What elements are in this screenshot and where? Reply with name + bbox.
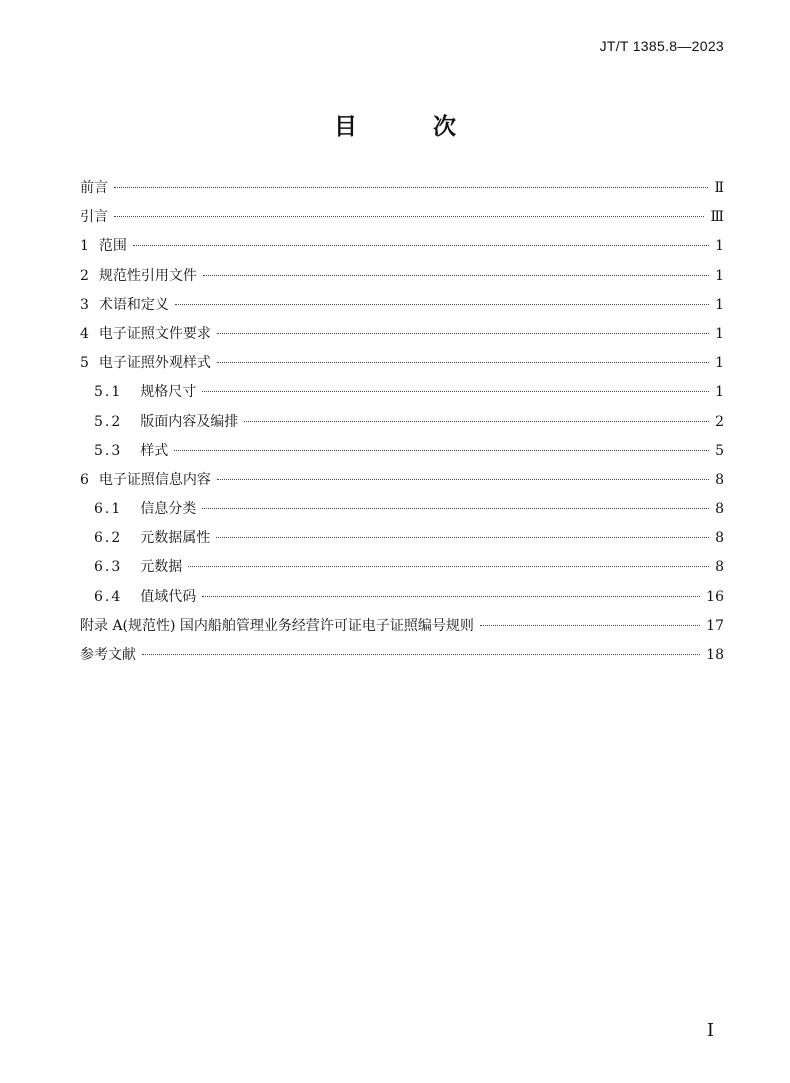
toc-entry-page: 1 (715, 267, 724, 284)
toc-dot-leader (175, 304, 709, 305)
toc-entry[interactable] (80, 437, 724, 466)
toc-entry-title: 版面内容及编排 (140, 413, 239, 430)
toc-entry-number: 4 (80, 325, 89, 342)
toc-entry-page: 8 (715, 559, 724, 576)
toc-entry-number: 5.1 (94, 384, 123, 401)
toc-dot-leader (203, 275, 709, 276)
toc-entry-title: 规格尺寸 (140, 384, 197, 401)
toc-entry-page: 5 (715, 442, 724, 459)
toc-entry-title: 附录 A(规范性) 国内船舶管理业务经营许可证电子证照编号规则 (80, 617, 474, 634)
toc-entry[interactable] (80, 408, 724, 437)
toc-dot-leader (142, 654, 700, 655)
toc-entry[interactable] (80, 291, 724, 320)
table-of-contents (80, 174, 724, 670)
toc-entry-page: 18 (706, 647, 724, 663)
toc-entry-title: 元数据属性 (140, 530, 211, 547)
toc-entry[interactable] (80, 495, 724, 524)
toc-entry-title: 元数据 (140, 559, 183, 576)
toc-entry[interactable] (80, 320, 724, 349)
page-number: I (706, 1020, 714, 1041)
toc-entry-page: 1 (715, 296, 724, 313)
toc-entry[interactable] (80, 349, 724, 378)
toc-entry-page: 17 (706, 617, 724, 634)
toc-entry-title: 值域代码 (140, 588, 197, 605)
toc-dot-leader (202, 596, 700, 597)
toc-entry[interactable] (80, 553, 724, 582)
toc-entry[interactable] (80, 641, 724, 670)
toc-entry[interactable] (80, 466, 724, 495)
toc-dot-leader (188, 566, 709, 567)
toc-entry-page: 1 (715, 325, 724, 342)
toc-entry-number: 5.2 (94, 413, 123, 430)
toc-dot-leader (480, 625, 700, 626)
toc-entry-title: 电子证照信息内容 (98, 471, 211, 488)
toc-dot-leader (202, 391, 709, 392)
standard-number: JT/T 1385.8—2023 (599, 38, 724, 54)
toc-dot-leader (114, 187, 708, 188)
toc-entry-page: 16 (706, 588, 724, 605)
toc-entry-title: 范围 (98, 238, 127, 255)
toc-entry-number: 6.2 (94, 530, 123, 547)
toc-entry-title: 引言 (80, 209, 108, 226)
toc-entry-page: 8 (715, 501, 724, 518)
toc-entry-title: 前言 (80, 180, 108, 196)
toc-entry[interactable] (80, 203, 724, 232)
toc-dot-leader (217, 479, 709, 480)
toc-entry-number: 3 (80, 296, 89, 313)
toc-dot-leader (174, 450, 709, 451)
toc-entry-number: 6.3 (94, 559, 123, 576)
toc-dot-leader (216, 537, 709, 538)
toc-dot-leader (244, 421, 709, 422)
toc-entry-title: 样式 (140, 442, 169, 459)
toc-entry-title: 电子证照外观样式 (98, 355, 211, 372)
page-title: 目 次 (333, 114, 490, 140)
toc-entry-title: 规范性引用文件 (98, 267, 197, 284)
toc-dot-leader (217, 333, 709, 334)
toc-entry[interactable] (80, 262, 724, 291)
toc-entry[interactable] (80, 378, 724, 407)
toc-entry-page: 1 (715, 384, 724, 401)
toc-entry-number: 1 (80, 238, 89, 255)
toc-entry-number: 6 (80, 471, 89, 488)
toc-entry-page: 2 (715, 413, 724, 430)
toc-dot-leader (217, 362, 709, 363)
toc-entry-title: 术语和定义 (98, 296, 169, 313)
toc-entry-number: 6.1 (94, 501, 123, 518)
toc-entry-title: 信息分类 (140, 501, 197, 518)
toc-entry-page: Ⅱ (714, 180, 724, 196)
toc-entry[interactable] (80, 583, 724, 612)
toc-dot-leader (114, 216, 704, 217)
toc-entry-number: 2 (80, 267, 89, 284)
toc-entry-page: 1 (715, 238, 724, 255)
toc-entry-page: 8 (715, 471, 724, 488)
toc-entry-page: 1 (715, 355, 724, 372)
toc-entry-page: 8 (715, 530, 724, 547)
toc-entry-title: 参考文献 (80, 647, 136, 663)
toc-entry-number: 5 (80, 355, 89, 372)
toc-entry-number: 6.4 (94, 588, 123, 605)
toc-dot-leader (202, 508, 709, 509)
toc-entry[interactable] (80, 612, 724, 641)
toc-dot-leader (133, 245, 709, 246)
toc-entry[interactable] (80, 232, 724, 261)
toc-entry-number: 5.3 (94, 442, 123, 459)
toc-entry[interactable] (80, 524, 724, 553)
toc-entry-title: 电子证照文件要求 (98, 325, 211, 342)
toc-entry[interactable] (80, 174, 724, 203)
toc-entry-page: Ⅲ (710, 209, 724, 226)
